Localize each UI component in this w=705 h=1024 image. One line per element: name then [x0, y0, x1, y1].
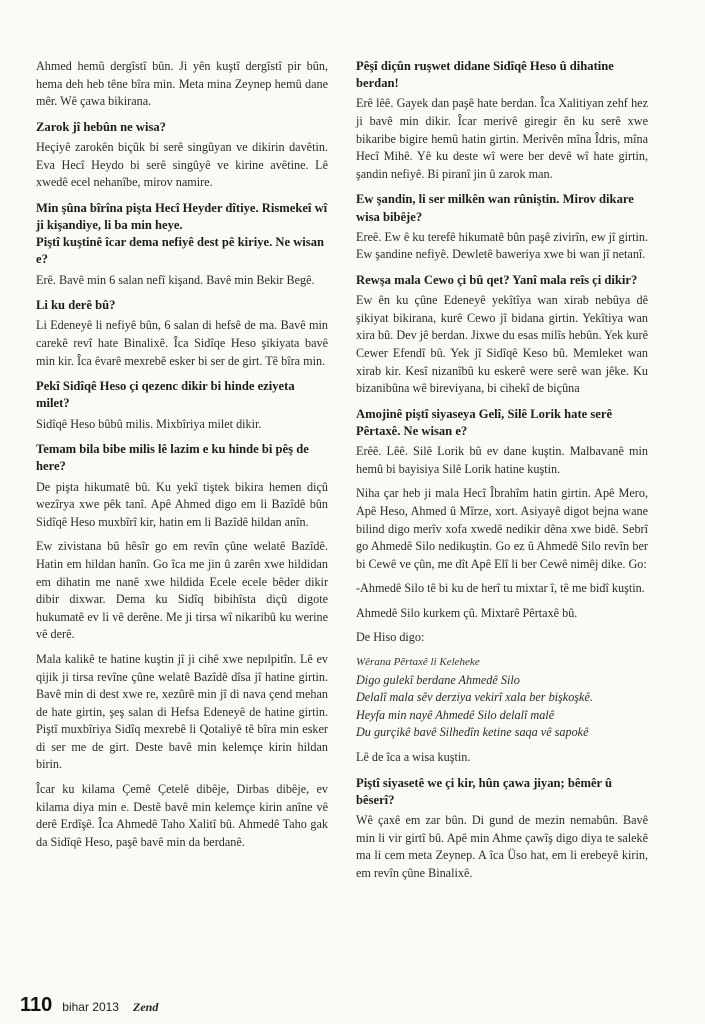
question-heading: Zarok jî hebûn ne wisa? — [36, 119, 166, 134]
page-footer — [20, 994, 158, 1018]
question-heading: Li ku derê bû? — [36, 298, 116, 313]
answer-paragraph: Îcar ku kilama Çemê Çetelê dibêje, Dirbas dibêje, ev kilama diya min e. Destê bavê min kelemçe kirin anîne vê derê Erdîşê. Îca Ahmedê Taho Xalitî bû. Ahmedê Taho gak da Sidîqê Heso, paşê bavê min da berdanê. — [36, 782, 328, 849]
answer-paragraph: De Hiso digo: — [356, 630, 425, 645]
answer-paragraph: Erê. Bavê min 6 salan nefî kişand. Bavê min Bekir Begê. — [36, 272, 315, 287]
answer-paragraph: Ereê. Ew ê ku terefê hikumatê bûn paşê zivirîn, ew jî girtin. Ew şandine nefiyê. Dewletê baweriya xwe bi wan jî netanî. — [356, 229, 648, 262]
answer-paragraph: Mala kalikê te hatine kuştin jî ji cihê xwe nepılpitîn. Lê ev qijik ji tirsa revîne çûne welatê Bazîdê dîsa jî hatine girtin. Bavê min di dest xwe re, xezûrê min jî di nava çend mehan de hate girtin, şeş salan di Hefsa Edeneyê de hatine girtin. Piştî muxbîriya Sidîq mexrebê li Qotaliyê tê bîra min esker di ser me de girt. Deste bavê min kelemçe kirin hildan birin. — [36, 651, 328, 772]
answer-paragraph: -Ahmedê Silo tê bi ku de herî tu mixtar î, tê me bidî kuştin. — [356, 581, 645, 596]
issue-label: bihar 2013 — [62, 1000, 119, 1014]
question-heading: Min şûna bîrîna pişta Hecî Heyder dîtiye. Rismekeî wî ji kişandiye, li ba min heye. — [36, 200, 328, 232]
answer-paragraph: Ahmedê Silo kurkem çû. Mixtarê Pêrtaxê bû. — [356, 605, 578, 620]
answer-paragraph: Ew ên ku çûne Edeneyê yekîtîya wan xirab nebûya dê şikiyat bikirana, kurê Cewo jî bidana girtin. Yekîtiya wan xira bû. Dev jê berdan. Jixwe du esas milîs hebûn. Yek kurê Cewer Efendî bû. Yek jî Sidîqê Keso bû. Memleket wan xirab kir. Kesî nizanîbû ku eskerê were serê wan jêke. Ku bizanibûna wê bireviyana, bi cihekî de biçûna — [356, 293, 648, 396]
question-heading: Piştî siyasetê we çi kir, hûn çawa jiyan; bêmêr û bêserî? — [356, 775, 613, 807]
magazine-name: Zend — [132, 1000, 159, 1014]
answer-paragraph: Ahmed hemû dergîstî bûn. Ji yên kuştî dergîstî pir bûn, hema deh heb têne bîra min. Meta mina Zeynep hemû dane mêr. Wê çawa bikirana. — [36, 59, 328, 109]
question-heading: Temam bila bibe milis lê lazim e ku hinde bi pêş de here? — [36, 442, 309, 474]
question-heading: Amojinê piştî siyaseya Gelî, Silê Lorik hate serê Pêrtaxê. Ne wisan e? — [356, 406, 613, 438]
question-heading: Rewşa mala Cewo çi bû qet? Yanî mala reîs çi dikir? — [356, 272, 638, 287]
question-heading: Ew şandin, li ser milkên wan rûniştin. Mirov dikare wisa bibêje? — [356, 192, 634, 224]
poem-line: Digo gulekî berdane Ahmedê Silo — [356, 672, 520, 687]
question-heading: Pêşî diçûn ruşwet didane Sidîqê Heso û dihatine berdan! — [356, 59, 614, 91]
poem — [356, 672, 648, 742]
question-heading: Pekî Sidîqê Heso çi qezenc dikir bi hinde eziyeta milet? — [36, 379, 295, 411]
answer-paragraph: Lê de îca a wisa kuştin. — [356, 750, 471, 765]
answer-paragraph: Sidîqê Heso bûbû milis. Mixbîriya milet dikir. — [36, 416, 262, 431]
answer-paragraph: Li Edeneyê li nefiyê bûn, 6 salan di hefsê de ma. Bavê min carekê revî hate Binalixê. Îca Sidîqe Heso şikiyata bavê min kir. Îca êvarê mexrebê esker bi ser de girt. Tê bîra min. — [36, 318, 328, 368]
poem-title: Wêrana Pêrtaxê li Keleheke — [356, 656, 480, 669]
answer-paragraph: Ew zivistana bû hêsîr go em revîn çûne welatê Bazîdê. Hatin em hildan hanîn. Go îca me jin û zarên xwe hildidan em dihatin me nanê xwe hildida Ecele ecele bêder dikir dibir dixwar. Dema ku Sidîq bibihîsta diçû digote hukumatê ev li vê derêne. Me ji tirsa wî nikaribû ku werine vê derê. — [36, 539, 328, 642]
left-column — [36, 58, 328, 858]
answer-paragraph: Erê lêê. Gayek dan paşê hate berdan. Îca Xalitiyan zehf hez ji bavê min dikir. Îcar merivê giregir ên ku serê xwe bikaribe bigire hemû hatin girtin. Merivên mîna Îdris, mîna Hecî Mihê. Yê ku deste wî were ber devê wî hate girtin, şandin nefiyê. Bi piranî jin û zarok man. — [356, 96, 648, 181]
answer-paragraph: Erêê. Lêê. Silê Lorik bû ev dane kuştin. Malbavanê min hemû bi bayisiya Silê Lorik hatine kuştin. — [356, 444, 648, 476]
poem-line: Heyfa min nayê Ahmedê Silo delalî malê — [356, 707, 555, 722]
right-column — [356, 58, 648, 889]
question-heading: Piştî kuştinê îcar dema nefiyê dest pê kiriye. Ne wisan e? — [36, 235, 325, 267]
answer-paragraph: Heçiyê zarokên biçûk bi serê singûyan ve dikirin davêtin. Eva Hecî Heydo bi serê singûyê ve kirine avêtine. Lê xwedê ecel nehanîbe, mirov namire. — [36, 139, 328, 190]
poem-line: Delalî mala sêv derziya vekirî xala ber bişkoşkê. — [356, 690, 593, 705]
answer-paragraph: De pişta hikumatê bû. Ku yekî tiştek bikira hemen diçû wezîrya xwe pêk tanî. Apê Ahmed digo em li Bazîdê bûn Sidîqê Heso muxbîrî kir, hatin em li Bazîdê hildan anîn. — [36, 479, 328, 529]
answer-paragraph: Niha çar heb ji mala Hecî Îbrahîm hatin girtin. Apê Mero, Apê Heso, Ahmed û Mîrze, xort. Asiyayê digot bejna wane bilind digo merîv xofa xwedê nedikir dêna xwe bidê. Sebrî go Ahmedê Silo nedikuştin. Go ez û Ahmedê Silo revîn ber bi Cewê ve çûn, me dît Apê Elî li ber Cewê nimêj dike. Go: — [356, 486, 648, 571]
poem-line: Du gurçikê bavê Silhedîn ketine saqa vê sapokê — [356, 725, 589, 740]
page-number: 110 — [20, 994, 53, 1016]
answer-paragraph: Wê çaxê em zar bûn. Di gund de mezin nemabûn. Bavê min li vir girtî bû. Apê min Ahme çawîş digo diya te salekê ma li cem meta Zeynep. A îca Üso hat, em li erebeyê kirin, em revîn çûne Binalixê. — [356, 813, 648, 880]
